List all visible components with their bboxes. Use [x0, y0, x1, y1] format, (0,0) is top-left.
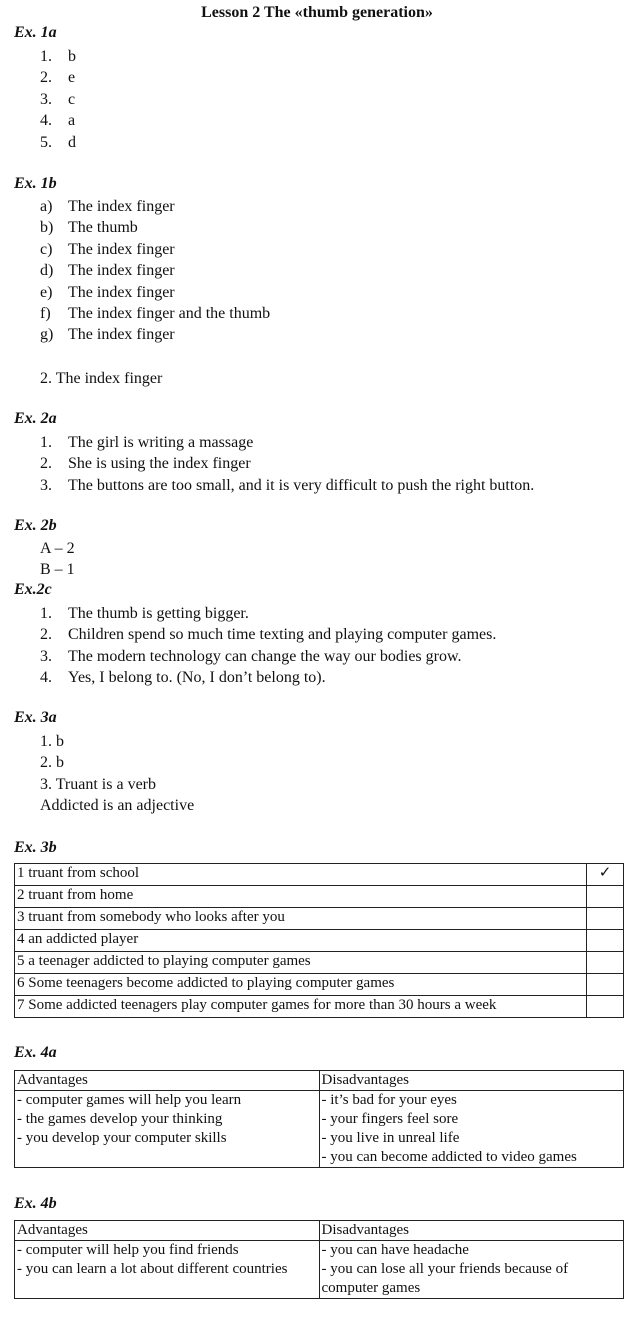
advantage-item: - you can learn a lot about different countries	[17, 1261, 288, 1277]
item-text: d	[68, 133, 76, 151]
list-item	[40, 89, 76, 110]
list-ex-2c	[40, 603, 496, 689]
item-number: d)	[40, 262, 54, 280]
row-check[interactable]	[587, 930, 624, 952]
row-text: 1 truant from school	[15, 864, 587, 886]
item-text: The thumb	[68, 219, 138, 237]
table-row	[15, 886, 624, 908]
table-row	[15, 864, 624, 886]
item-text: Children spend so much time texting and playing computer games.	[68, 626, 497, 644]
heading-ex-4a: Ex. 4a	[14, 1044, 57, 1061]
heading-ex-4b: Ex. 4b	[14, 1195, 57, 1212]
heading-ex-2b: Ex. 2b	[14, 517, 57, 534]
table-ex-4a	[14, 1070, 624, 1168]
item-number: 3.	[40, 647, 52, 665]
row-check[interactable]: ✓	[587, 864, 624, 886]
list-item	[40, 324, 270, 345]
heading-ex-1a: Ex. 1a	[14, 24, 57, 41]
item-number: 2.	[40, 455, 52, 473]
item-text: The modern technology can change the way our bodies grow.	[68, 647, 462, 665]
advantage-item: - computer games will help you learn	[17, 1092, 242, 1108]
item-text: The index finger	[68, 283, 175, 301]
table-row	[15, 996, 624, 1018]
list-line: 3. Truant is a verb	[40, 775, 156, 793]
advantage-item: - you develop your computer skills	[17, 1130, 227, 1146]
row-text: 4 an addicted player	[15, 930, 587, 952]
item-number: 1.	[40, 48, 52, 65]
item-text: She is using the index finger	[68, 455, 251, 473]
item-number: 4.	[40, 669, 52, 687]
item-text: The index finger and the thumb	[68, 304, 271, 322]
item-text: The index finger	[68, 262, 175, 280]
list-item	[40, 196, 270, 217]
table-row	[15, 908, 624, 930]
heading-ex-2a: Ex. 2a	[14, 410, 57, 427]
item-text: The index finger	[68, 326, 175, 344]
header-advantages: Advantages	[15, 1071, 320, 1091]
disadvantage-item: - you can become addicted to video games	[321, 1149, 577, 1165]
item-number: 1.	[40, 434, 52, 451]
disadvantages-cell	[319, 1091, 624, 1168]
advantages-cell	[15, 1091, 320, 1168]
header-advantages: Advantages	[15, 1221, 320, 1241]
item-number: 4.	[40, 112, 52, 130]
item-number: 5.	[40, 133, 52, 151]
item-text: The index finger	[68, 198, 175, 215]
heading-ex-1b: Ex. 1b	[14, 175, 57, 192]
advantage-item: - the games develop your thinking	[17, 1111, 223, 1127]
list-line: 1. b	[40, 733, 64, 750]
list-ex-3a	[40, 731, 194, 817]
row-text: 7 Some addicted teenagers play computer games for more than 30 hours a week	[15, 996, 587, 1018]
list-item	[40, 132, 76, 153]
item-number: e)	[40, 283, 53, 301]
row-check[interactable]	[587, 886, 624, 908]
item-text: e	[68, 69, 76, 87]
heading-ex-2c: Ex.2c	[14, 581, 52, 598]
row-check[interactable]	[587, 952, 624, 974]
heading-ex-3b: Ex. 3b	[14, 839, 57, 856]
page-title: Lesson 2 The «thumb generation»	[201, 4, 433, 21]
row-text: 6 Some teenagers become addicted to playing computer games	[15, 974, 587, 996]
list-line: A – 2	[40, 540, 75, 557]
list-item	[40, 453, 534, 474]
item-number: g)	[40, 326, 54, 344]
heading-ex-3a: Ex. 3a	[14, 709, 57, 726]
advantages-cell	[15, 1241, 320, 1299]
list-line: 2. b	[40, 754, 64, 772]
ex-1b-extra: 2. The index finger	[40, 370, 163, 387]
item-text: The girl is writing a massage	[68, 434, 254, 451]
list-line: B – 1	[40, 561, 75, 579]
list-item	[40, 667, 496, 688]
list-item	[40, 475, 534, 496]
item-number: 2.	[40, 626, 52, 644]
list-ex-2b	[40, 538, 75, 581]
table-ex-4b	[14, 1220, 624, 1299]
row-check[interactable]	[587, 996, 624, 1018]
item-number: f)	[40, 304, 51, 322]
list-item	[40, 646, 496, 667]
list-ex-1a	[40, 46, 76, 153]
list-item	[40, 282, 270, 303]
table-ex-3b	[14, 863, 624, 1018]
row-check[interactable]	[587, 974, 624, 996]
item-number: 2.	[40, 69, 52, 87]
item-text: The index finger	[68, 240, 175, 258]
list-line: Addicted is an adjective	[40, 797, 195, 815]
item-number: 3.	[40, 476, 52, 494]
header-disadvantages: Disadvantages	[319, 1221, 624, 1241]
list-item	[40, 624, 496, 645]
list-item	[40, 46, 76, 67]
disadvantage-item: - you can have headache	[321, 1242, 469, 1258]
item-text: a	[68, 112, 76, 130]
row-text: 2 truant from home	[15, 886, 587, 908]
item-text: b	[68, 48, 76, 65]
row-check[interactable]	[587, 908, 624, 930]
item-text: The thumb is getting bigger.	[68, 605, 249, 622]
item-number: c)	[40, 240, 53, 258]
disadvantage-item: - you can lose all your friends because of computer games	[321, 1261, 569, 1296]
item-text: The buttons are too small, and it is very difficult to push the right button.	[68, 476, 535, 494]
item-number: a)	[40, 198, 53, 215]
item-number: 3.	[40, 90, 52, 108]
list-item	[40, 110, 76, 131]
disadvantage-item: - you live in unreal life	[321, 1130, 460, 1146]
list-item	[40, 67, 76, 88]
disadvantages-cell	[319, 1241, 624, 1299]
list-item	[40, 432, 534, 453]
disadvantage-item: - your fingers feel sore	[321, 1111, 459, 1127]
item-text: c	[68, 90, 76, 108]
list-item	[40, 303, 270, 324]
advantage-item: - computer will help you find friends	[17, 1242, 239, 1258]
item-text: Yes, I belong to. (No, I don’t belong to).	[68, 669, 326, 687]
row-text: 3 truant from somebody who looks after you	[15, 908, 587, 930]
list-item	[40, 217, 270, 238]
list-ex-1b	[40, 196, 270, 346]
item-number: 1.	[40, 605, 52, 622]
list-item	[40, 260, 270, 281]
table-row	[15, 930, 624, 952]
header-disadvantages: Disadvantages	[319, 1071, 624, 1091]
table-row	[15, 974, 624, 996]
disadvantage-item: - it’s bad for your eyes	[321, 1092, 457, 1108]
list-item	[40, 239, 270, 260]
row-text: 5 a teenager addicted to playing computer games	[15, 952, 587, 974]
list-ex-2a	[40, 432, 534, 496]
item-number: b)	[40, 219, 54, 237]
table-row	[15, 952, 624, 974]
list-item	[40, 603, 496, 624]
